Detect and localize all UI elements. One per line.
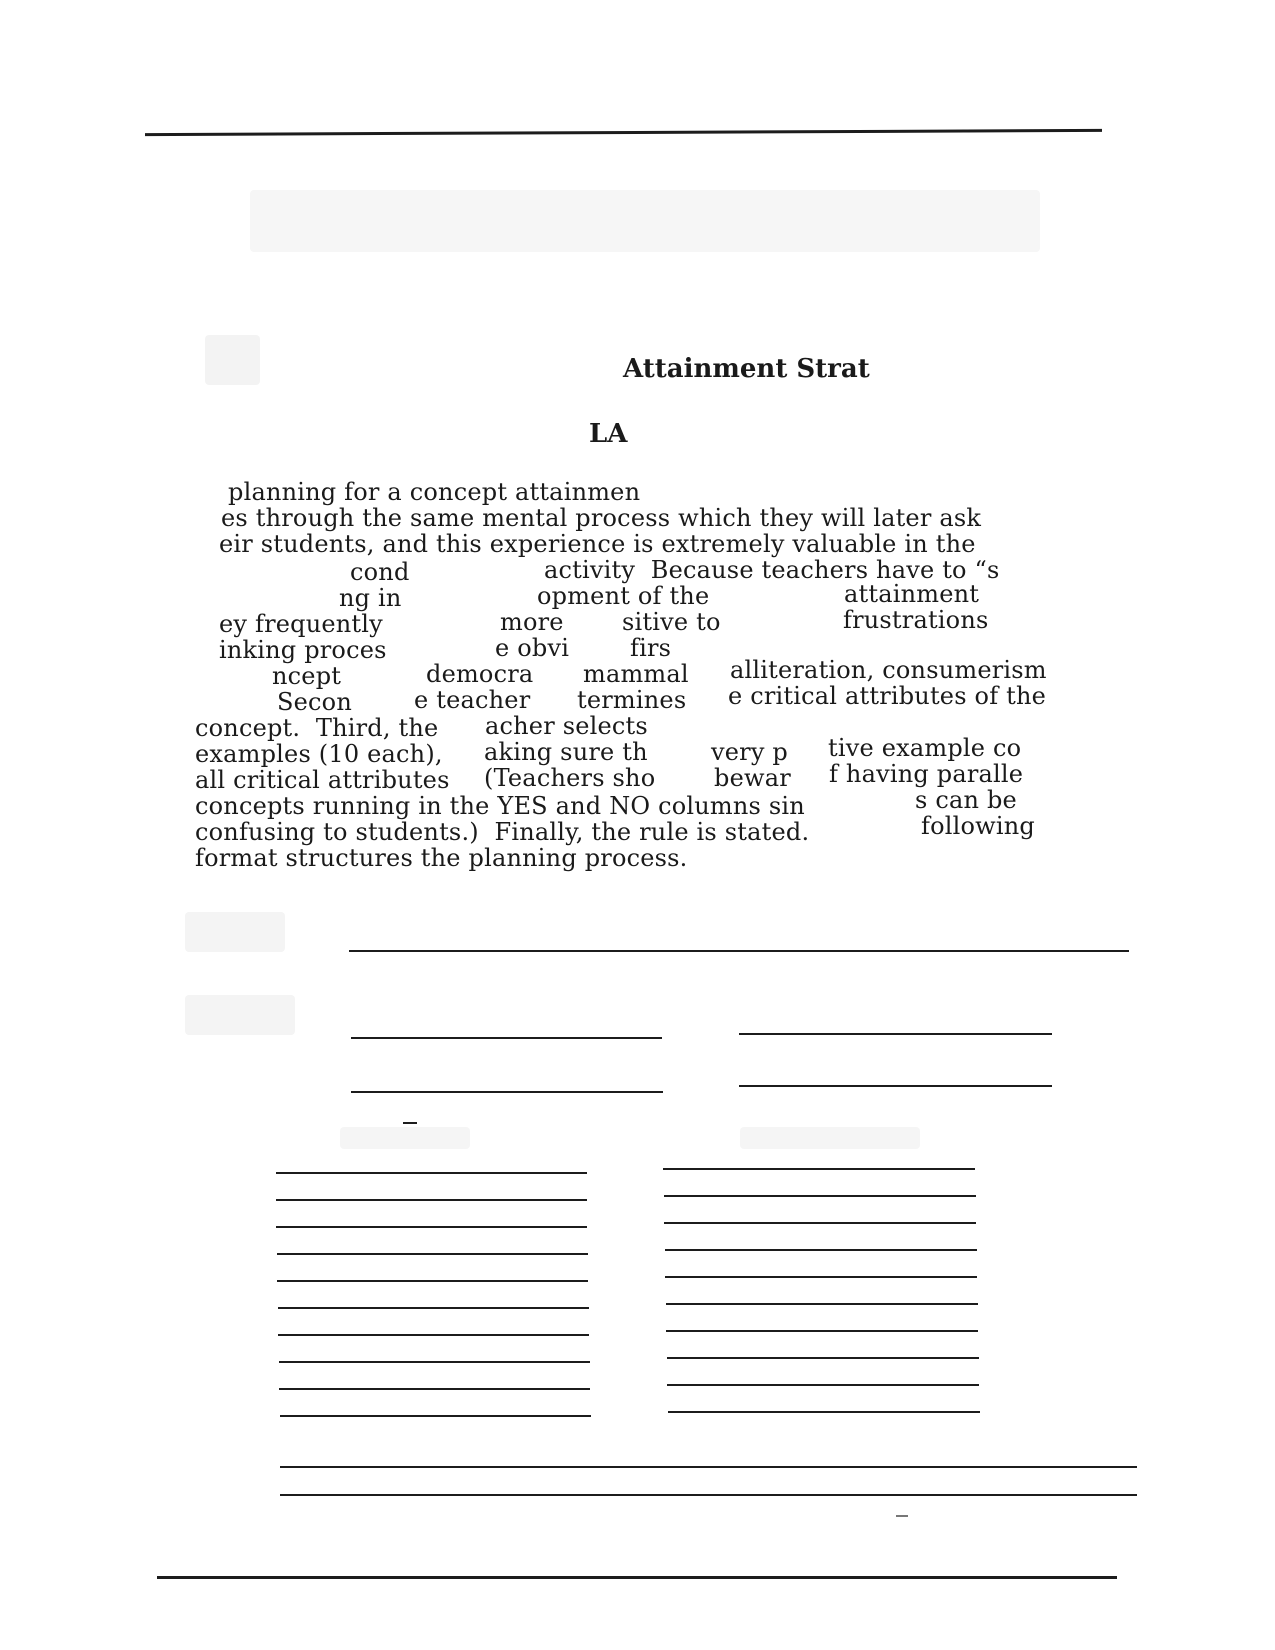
body-line: frustrations [843,606,989,634]
body-line: concepts running in the YES and NO columns sin [195,792,805,820]
no-example-line[interactable] [668,1411,980,1413]
body-line: ng in [339,584,402,612]
body-line: planning for a concept attainmen [228,478,641,506]
body-line: attainment [844,580,980,608]
body-line: s can be [915,786,1017,814]
body-line: examples (10 each), [195,740,443,768]
body-line: aking sure th [484,738,648,766]
body-line: inking proces [219,636,387,664]
no-example-line[interactable] [663,1168,975,1170]
yes-example-line[interactable] [276,1226,587,1228]
body-line: e teacher [414,686,531,714]
body-line: e obvi [495,634,570,662]
body-line: format structures the planning process. [195,844,688,872]
form-line-right-1[interactable] [739,1033,1052,1035]
yes-example-line[interactable] [279,1361,590,1363]
small-dash-mark [896,1515,908,1517]
yes-example-line[interactable] [277,1280,588,1282]
body-line: sitive to [622,608,721,636]
body-line: acher selects [485,712,648,740]
body-line: bewar [714,764,791,792]
body-line: (Teachers sho [484,764,656,792]
body-line: cond [350,558,410,586]
form-line-left-1[interactable] [351,1037,662,1039]
body-line: more [500,608,564,636]
body-line: concept. Third, the [195,714,439,742]
body-line: all critical attributes [195,766,450,794]
faded-margin-smudge [185,995,295,1035]
body-line: f having paralle [829,760,1024,788]
body-line: Secon [277,688,352,716]
yes-example-line[interactable] [276,1199,587,1201]
body-line: ey frequently [219,610,383,638]
form-line-right-2[interactable] [739,1085,1052,1087]
bottom-rule [157,1576,1117,1579]
faded-margin-smudge [205,335,260,385]
body-line: activity Because teachers have to “s [544,556,1000,584]
no-example-line[interactable] [667,1384,979,1386]
body-line: tive example co [828,734,1022,762]
no-example-line[interactable] [667,1357,979,1359]
faded-label-smudge [340,1127,470,1149]
body-line: opment of the [537,582,710,610]
body-line: firs [630,634,672,662]
no-example-line[interactable] [665,1249,977,1251]
yes-example-line[interactable] [280,1415,591,1417]
body-line: es through the same mental process which they will later ask [221,504,982,532]
rule-statement-line[interactable] [280,1494,1137,1496]
form-line-left-2[interactable] [351,1091,663,1093]
top-rule [145,129,1102,136]
no-example-line[interactable] [665,1276,977,1278]
no-example-line[interactable] [666,1330,978,1332]
body-line: eir students, and this experience is extremely valuable in the [219,530,976,558]
page-subtitle: LA [589,419,628,449]
body-line: ncept [272,662,342,690]
faded-margin-smudge [185,912,285,952]
body-line: mammal [583,660,689,688]
form-line-concept[interactable] [349,950,1129,952]
small-dash-mark [403,1122,417,1124]
body-line: confusing to students.) Finally, the rule is stated. [195,818,810,846]
no-example-line[interactable] [664,1222,976,1224]
body-line: termines [577,686,687,714]
yes-example-line[interactable] [276,1172,587,1174]
body-line: alliteration, consumerism [730,656,1047,684]
no-example-line[interactable] [666,1303,978,1305]
yes-example-line[interactable] [277,1253,588,1255]
yes-example-line[interactable] [278,1334,589,1336]
no-example-line[interactable] [664,1195,976,1197]
yes-example-line[interactable] [278,1307,589,1309]
rule-statement-line[interactable] [280,1466,1137,1468]
faded-text-smudge [250,190,1040,252]
body-line: democra [426,660,534,688]
page-title: Attainment Strat [623,354,870,384]
body-line: very p [711,738,788,766]
body-line: e critical attributes of the [728,682,1047,710]
body-line: following [921,812,1035,840]
yes-example-line[interactable] [279,1388,590,1390]
faded-label-smudge [740,1127,920,1149]
